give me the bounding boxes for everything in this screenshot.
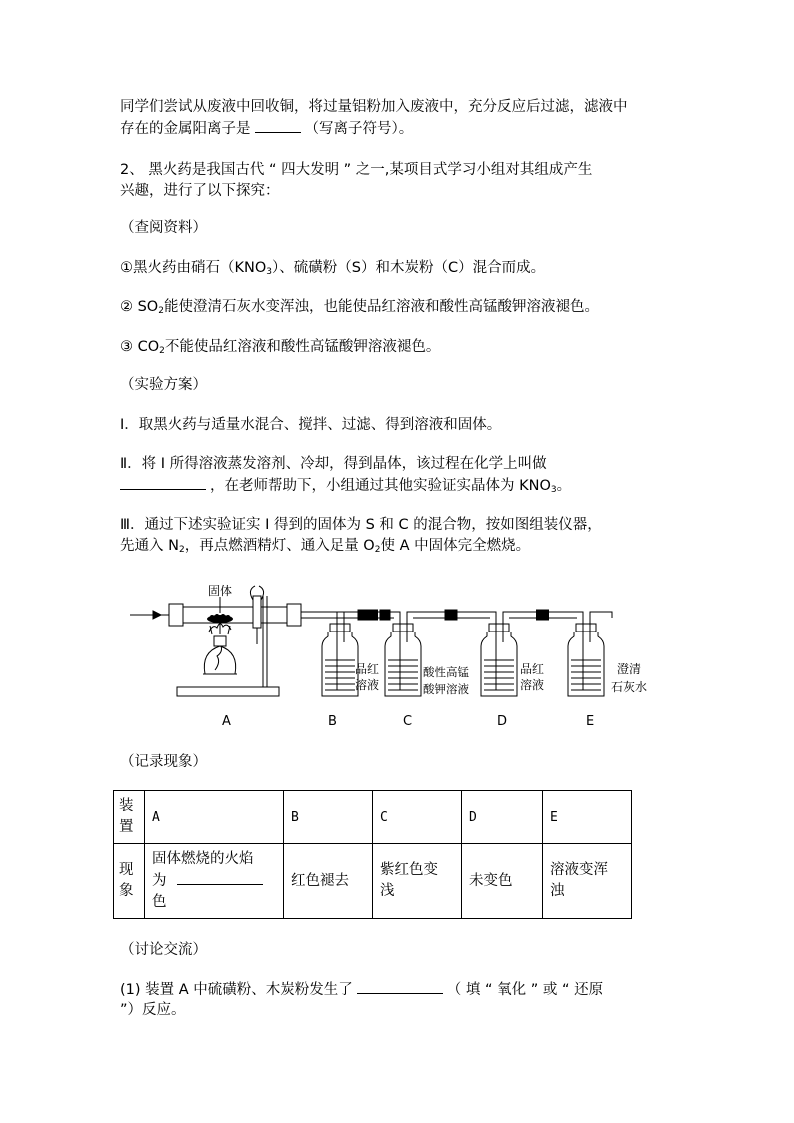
row-header <box>114 791 145 844</box>
text: 不能使品红溶液和酸性高锰酸钾溶液褪色。 <box>164 339 441 355</box>
paragraph-line: 同学们尝试从废液中回收铜，将过量铝粉加入废液中，充分反应后过滤，滤液中 <box>120 99 628 115</box>
row-header <box>114 844 145 919</box>
text: ② SO <box>120 299 159 315</box>
text: 。 <box>556 478 572 494</box>
bottle-b-label-2: 溶液 <box>355 678 380 692</box>
plan-step <box>120 536 530 560</box>
subscript: 2 <box>178 545 185 555</box>
bottle-b-label-1: 品红 <box>355 662 380 676</box>
alcohol-lamp <box>203 622 237 674</box>
text: 先通入 N <box>120 538 179 554</box>
table-cell: D <box>462 791 543 844</box>
plan-step: Ⅲ．通过下述实验证实 Ⅰ 得到的固体为 S 和 C 的混合物，按如图组装仪器， <box>120 517 602 533</box>
device-letter: E <box>586 714 595 729</box>
text: 使 A 中固体完全燃烧。 <box>380 538 531 554</box>
bottle-d-label-2: 溶液 <box>520 678 545 692</box>
bottle-e-label-1: 澄清 <box>617 662 642 676</box>
bottle-e-label-2: 石灰水 <box>611 680 648 694</box>
device-letter: C <box>403 714 413 729</box>
combustion-tube <box>169 604 325 626</box>
cell-text: 溶液变浑 <box>550 862 608 878</box>
text: ①黑火药由硝石（KNO <box>120 260 267 276</box>
text: ③ CO <box>120 339 160 355</box>
subscript: 3 <box>550 485 557 495</box>
subscript: 2 <box>158 306 164 316</box>
table-row <box>114 791 632 844</box>
answer-blank[interactable] <box>120 475 206 490</box>
inlet-arrow <box>130 611 169 619</box>
cell-text: 固体燃烧的火焰 <box>152 851 254 867</box>
cell-text: 紫红色变 <box>380 862 438 878</box>
header-char: 现 <box>119 862 134 878</box>
resource-item <box>120 337 440 361</box>
section-heading: （讨论交流） <box>120 942 207 958</box>
text: (1) 装置 A 中硫磺粉、木炭粉发生了 <box>120 982 353 998</box>
table-cell <box>145 844 284 919</box>
text: 能使澄清石灰水变浑浊，也能使品红溶液和酸性高锰酸钾溶液褪色。 <box>163 299 599 315</box>
table-row <box>114 844 632 919</box>
cell-text: 色 <box>152 894 167 910</box>
device-letter: B <box>328 714 337 729</box>
header-char: 装 <box>119 798 134 814</box>
solid-sample <box>207 614 233 623</box>
text: （写离子符号）。 <box>304 121 414 137</box>
subscript: 2 <box>159 346 165 356</box>
table-cell: 未变色 <box>462 844 543 919</box>
text: ，再点燃酒精灯、通入足量 O <box>184 538 375 554</box>
apparatus-diagram <box>125 572 660 737</box>
subscript: 3 <box>266 267 273 277</box>
text: ）、硫磺粉（S）和木炭粉（C）混合而成。 <box>272 260 546 276</box>
bottle-d-label-1: 品红 <box>520 662 545 676</box>
text: ，在老师帮助下，小组通过其他实验证实晶体为 KNO <box>210 478 551 494</box>
paragraph-line <box>120 118 413 139</box>
section-heading: （实验方案） <box>120 377 207 393</box>
plan-step <box>120 475 571 500</box>
table-cell: 红色褪去 <box>284 844 373 919</box>
discussion-question: ”）反应。 <box>120 1002 186 1018</box>
device-letter: A <box>222 714 231 729</box>
answer-blank[interactable] <box>177 870 263 885</box>
section-heading: （记录现象） <box>120 754 207 770</box>
text: （ 填 “ 氧化 ” 或 “ 还原 <box>446 982 604 998</box>
table-cell: B <box>284 791 373 844</box>
solid-label: 固体 <box>208 584 233 598</box>
table-cell: E <box>543 791 632 844</box>
resource-item <box>120 258 545 282</box>
device-letter: D <box>497 714 508 729</box>
question-line: 2、 黑火药是我国古代 “ 四大发明 ” 之一,某项目式学习小组对其组成产生 <box>120 162 593 178</box>
plan-step: Ⅰ．取黑火药与适量水混合、搅拌、过滤、得到溶液和固体。 <box>120 417 502 433</box>
cell-text: 为 <box>152 873 167 889</box>
header-char: 象 <box>119 883 134 899</box>
text: 存在的金属阳离子是 <box>120 121 251 137</box>
cell-text: 浊 <box>550 883 565 899</box>
bottle-c-label-2: 酸钾溶液 <box>423 682 469 696</box>
subscript: 2 <box>374 545 381 555</box>
plan-step: Ⅱ．将 Ⅰ 所得溶液蒸发溶剂、冷却，得到晶体，该过程在化学上叫做 <box>120 456 547 472</box>
discussion-question <box>120 979 603 1000</box>
table-cell <box>373 844 462 919</box>
header-char: 置 <box>119 819 134 835</box>
table-cell <box>543 844 632 919</box>
device-letters <box>222 714 594 729</box>
question-line: 兴趣，进行了以下探究： <box>120 183 280 199</box>
cell-text: 浅 <box>380 883 395 899</box>
answer-blank[interactable] <box>255 118 301 133</box>
answer-blank[interactable] <box>357 979 443 994</box>
table-cell: A <box>145 791 284 844</box>
table-cell: C <box>373 791 462 844</box>
bottle-c-label-1: 酸性高锰 <box>423 665 469 679</box>
resource-item <box>120 297 599 321</box>
wash-bottle <box>568 612 612 696</box>
section-heading: （查阅资料） <box>120 220 207 236</box>
observation-table <box>113 790 632 919</box>
